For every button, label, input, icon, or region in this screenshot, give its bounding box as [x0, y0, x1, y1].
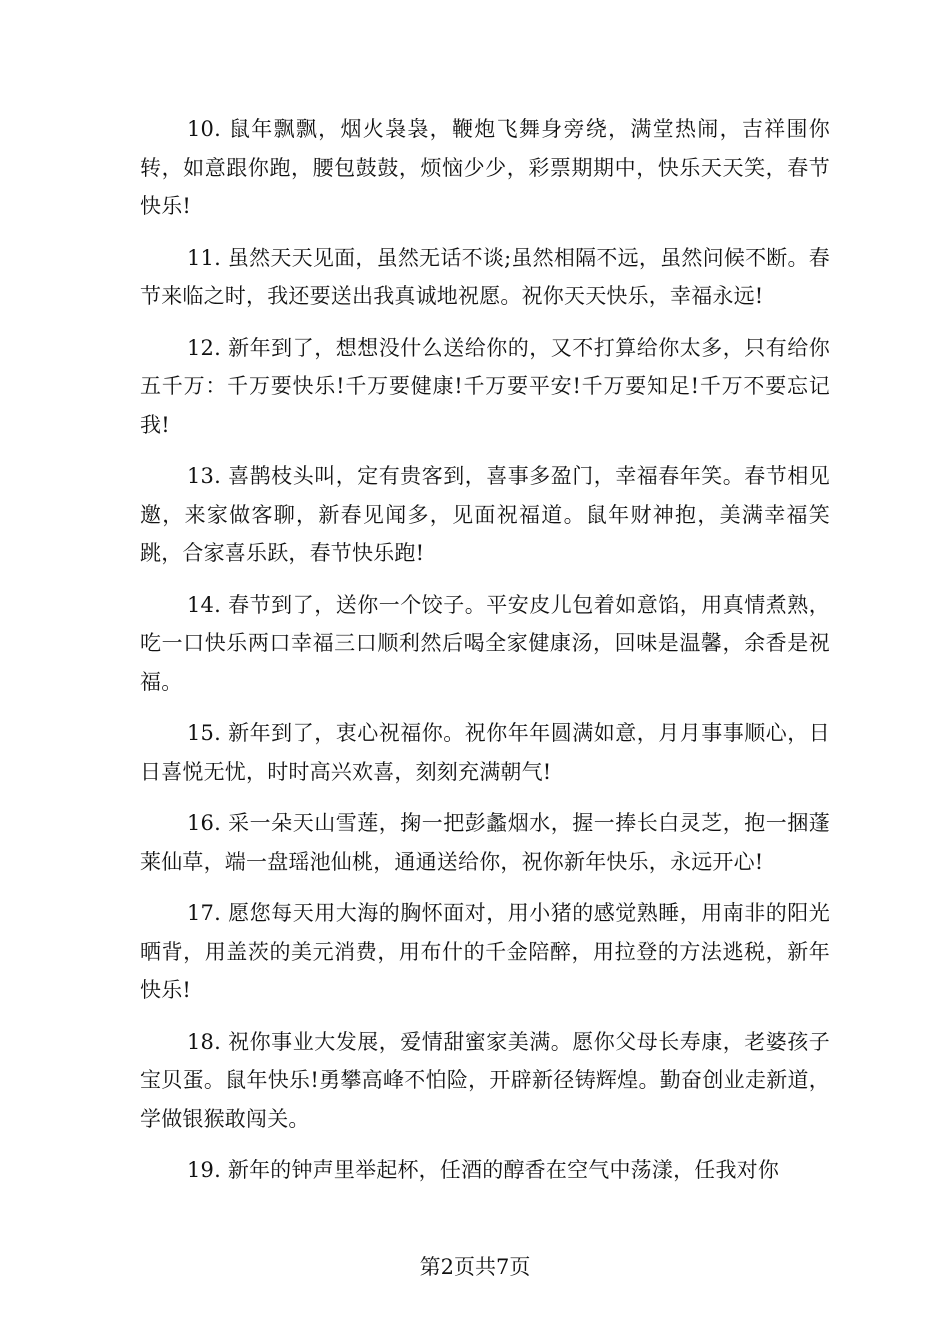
paragraph-12: 12. 新年到了，想想没什么送给你的，又不打算给你太多，只有给你五千万：千万要快乐!千万要健康!千万要平安!千万要知足!千万不要忘记我!	[140, 335, 830, 437]
paragraph-15: 15. 新年到了，衷心祝福你。祝你年年圆满如意，月月事事顺心，日日喜悦无忧，时时高兴欢喜，刻刻充满朝气!	[140, 721, 830, 784]
paragraph-14: 14. 春节到了，送你一个饺子。平安皮儿包着如意馅，用真情煮熟，吃一口快乐两口幸福三口顺利然后喝全家健康汤，回味是温馨，余香是祝福。	[140, 592, 830, 694]
paragraph-18: 18. 祝你事业大发展，爱情甜蜜家美满。愿你父母长寿康，老婆孩子宝贝蛋。鼠年快乐!勇攀高峰不怕险，开辟新径铸辉煌。勤奋创业走新道，学做银猴敢闯关。	[140, 1029, 830, 1131]
paragraph-11: 11. 虽然天天见面，虽然无话不谈;虽然相隔不远，虽然问候不断。春节来临之时，我还要送出我真诚地祝愿。祝你天天快乐，幸福永远!	[140, 245, 830, 308]
paragraph-10: 10. 鼠年飘飘，烟火袅袅，鞭炮飞舞身旁绕，满堂热闹，吉祥围你转，如意跟你跑，腰包鼓鼓，烦恼少少，彩票期期中，快乐天天笑，春节快乐!	[140, 117, 830, 218]
paragraph-19: 19. 新年的钟声里举起杯，任酒的醇香在空气中荡漾，任我对你	[187, 1158, 780, 1182]
document-body	[140, 110, 830, 1203]
paragraph-16: 16. 采一朵天山雪莲，掬一把彭蠡烟水，握一捧长白灵芝，抱一捆蓬莱仙草，端一盘瑶池仙桃，通通送给你，祝你新年快乐，永远开心!	[140, 811, 830, 874]
paragraph-17: 17. 愿您每天用大海的胸怀面对，用小猪的感觉熟睡，用南非的阳光晒背，用盖茨的美元消费，用布什的千金陪醉，用拉登的方法逃税，新年快乐!	[140, 901, 830, 1002]
paragraph-13: 13. 喜鹊枝头叫，定有贵客到，喜事多盈门，幸福春年笑。春节相见邀，来家做客聊，新春见闻多，见面祝福道。鼠年财神抱，美满幸福笑跳，合家喜乐跃，春节快乐跑!	[140, 464, 830, 565]
page-number-footer: 第2页共7页	[419, 1255, 531, 1279]
